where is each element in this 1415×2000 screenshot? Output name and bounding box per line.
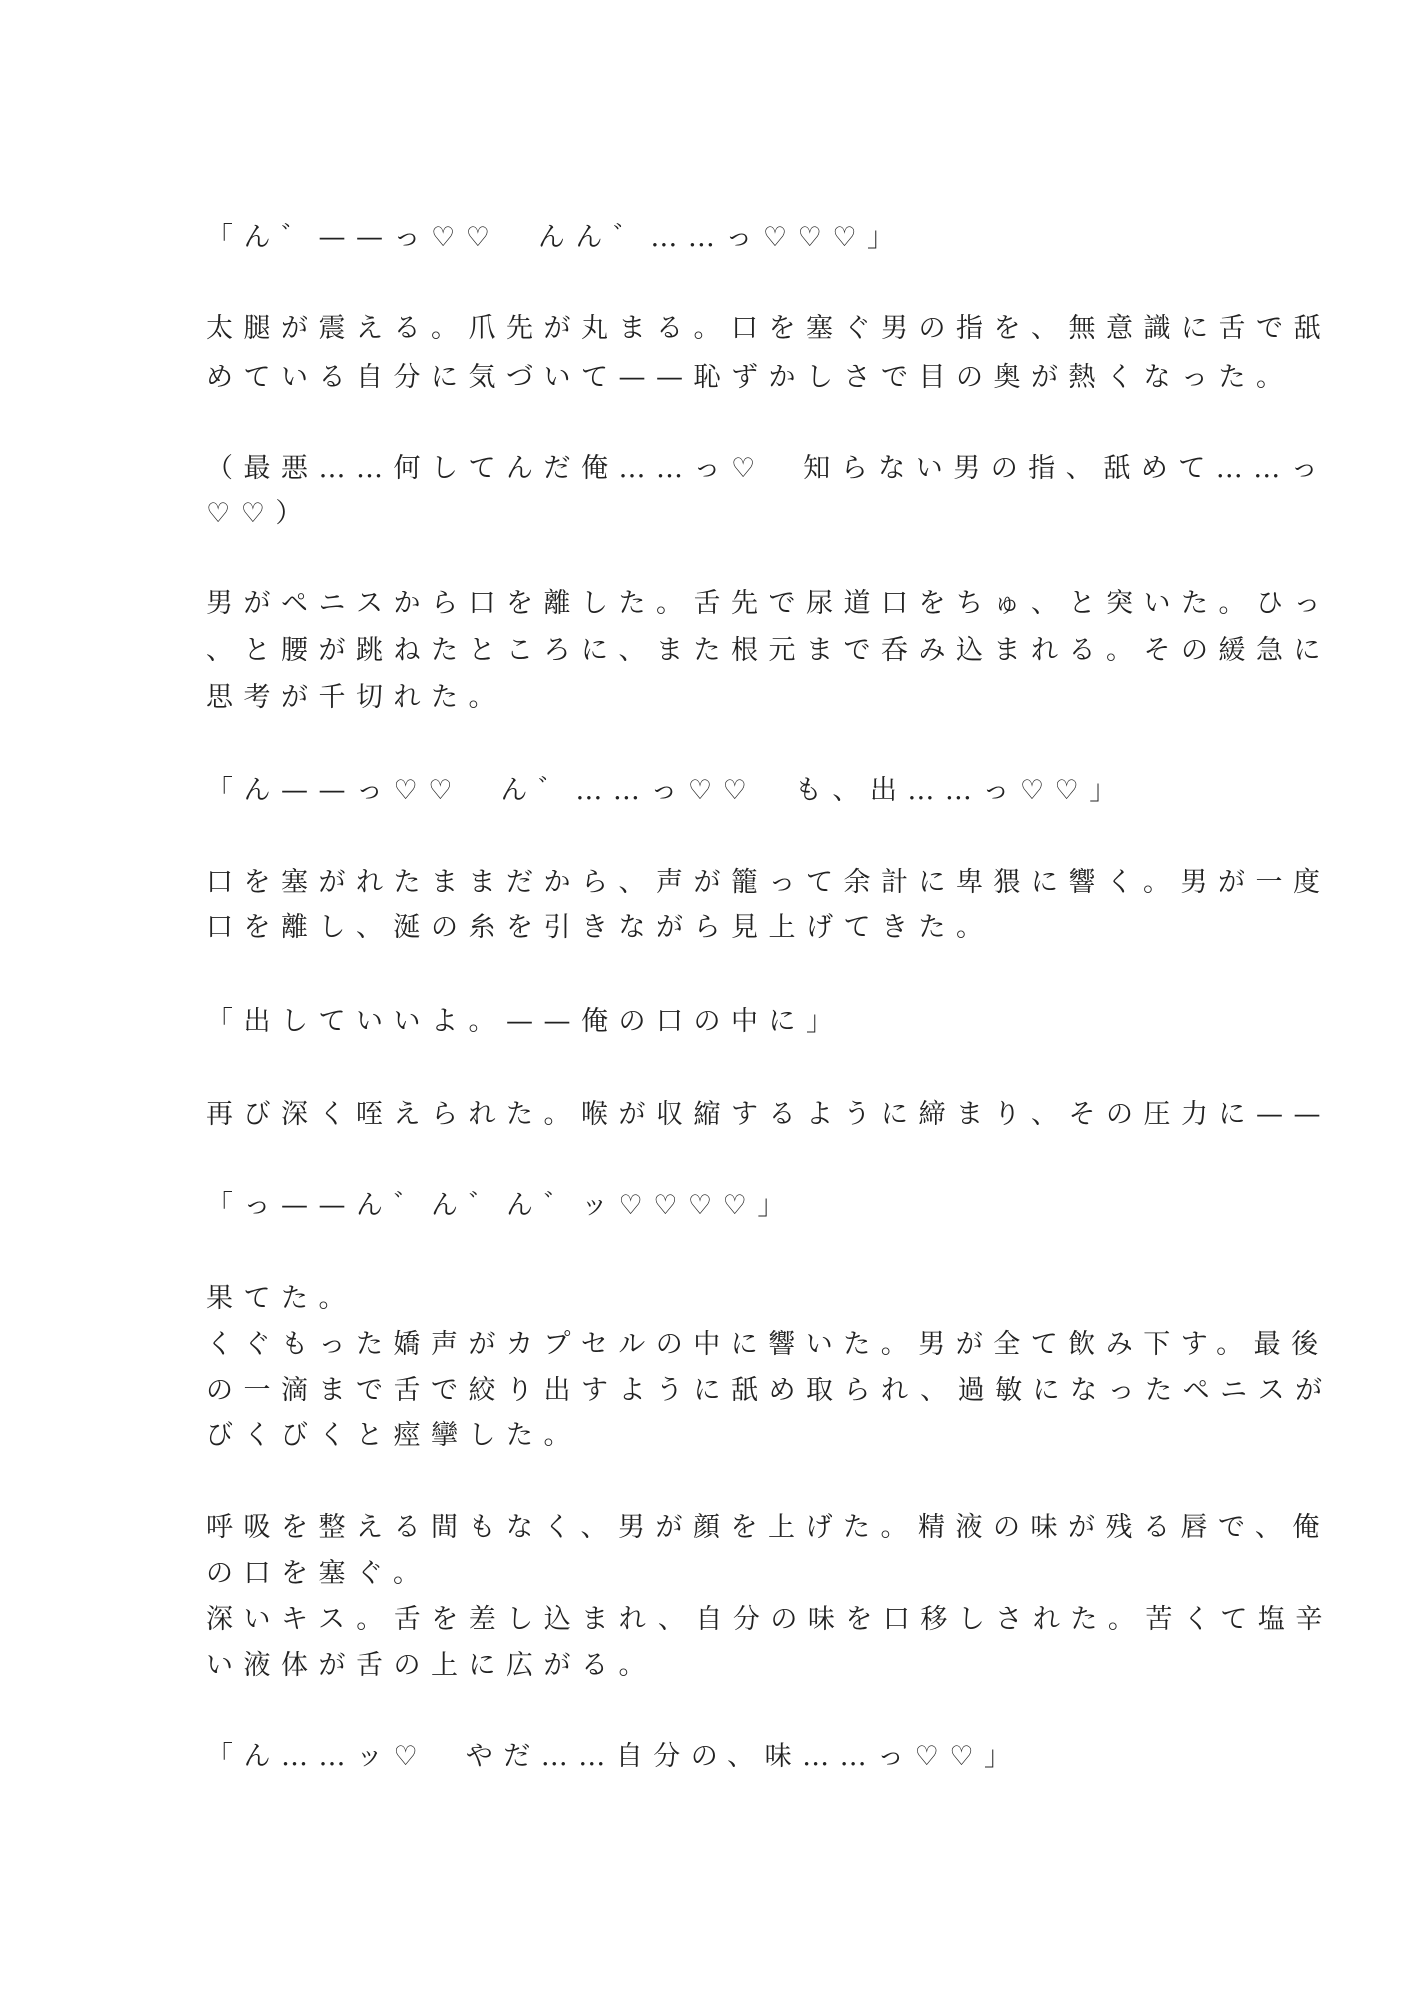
text-line: びくびくと痙攣した。 (206, 1420, 581, 1451)
text-line: 果てた。 (206, 1283, 356, 1314)
text-line: 「ん……ッ♡ やだ……自分の、味……っ♡♡」 (206, 1741, 1022, 1772)
text-line: 男がペニスから口を離した。舌先で尿道口をちゅ、と突いた。ひっ (206, 588, 1331, 619)
text-line: 「っ——ん゛ん゛ん゛ッ♡♡♡♡」 (206, 1190, 795, 1221)
text-line: の口を塞ぐ。 (206, 1558, 431, 1589)
text-line: ♡♡） (206, 498, 313, 529)
text-line: 再び深く咥えられた。喉が収縮するように締まり、その圧力に—— (206, 1099, 1331, 1130)
text-line: 、と腰が跳ねたところに、また根元まで呑み込まれる。その緩急に (206, 635, 1331, 666)
text-line: の一滴まで舌で絞り出すように舐め取られ、過敏になったペニスが (206, 1375, 1333, 1406)
text-line: （最悪……何してんだ俺……っ♡ 知らない男の指、舐めて……っ (206, 453, 1329, 484)
text-line: 「出していいよ。——俺の口の中に」 (206, 1006, 844, 1037)
text-line: 口を塞がれたままだから、声が籠って余計に卑猥に響く。男が一度 (206, 867, 1331, 898)
text-line: 太腿が震える。爪先が丸まる。口を塞ぐ男の指を、無意識に舌で舐 (206, 313, 1331, 344)
text-line: 「ん゛——っ♡♡ んん゛……っ♡♡♡」 (206, 222, 905, 253)
text-line: い液体が舌の上に広がる。 (206, 1650, 656, 1681)
text-line: 口を離し、涎の糸を引きながら見上げてきた。 (206, 912, 994, 943)
text-line: 思考が千切れた。 (206, 682, 506, 713)
text-line: くぐもった嬌声がカプセルの中に響いた。男が全て飲み下す。最後 (206, 1329, 1329, 1360)
text-line: 呼吸を整える間もなく、男が顔を上げた。精液の味が残る唇で、俺 (206, 1512, 1330, 1543)
text-line: めている自分に気づいて——恥ずかしさで目の奥が熱くなった。 (206, 362, 1294, 393)
text-line: 深いキス。舌を差し込まれ、自分の味を口移しされた。苦くて塩辛 (206, 1604, 1333, 1635)
text-line: 「ん——っ♡♡ ん゛……っ♡♡ も、出……っ♡♡」 (206, 775, 1127, 806)
